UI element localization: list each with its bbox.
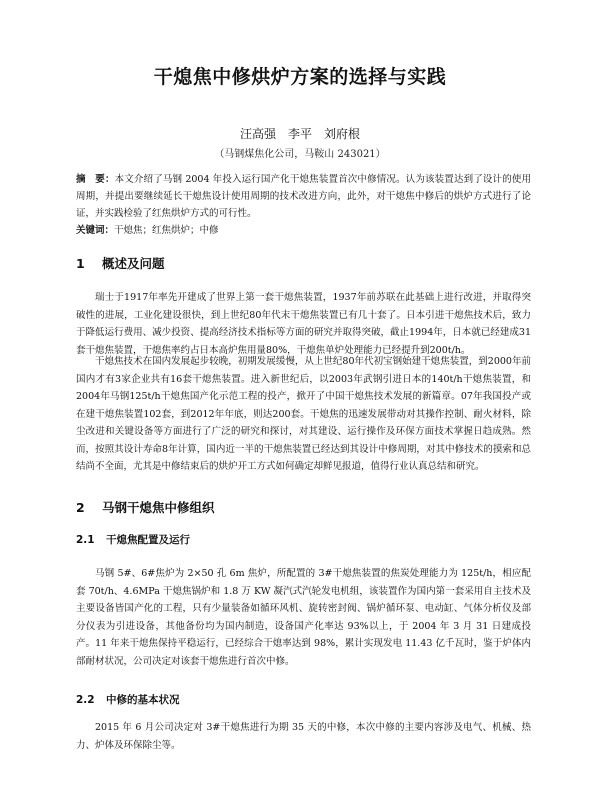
keywords-label: 关键词： — [76, 225, 115, 236]
section-number: 1 — [76, 256, 85, 271]
abstract — [76, 171, 531, 222]
paper-title: 干熄焦中修烘炉方案的选择与实践 — [153, 66, 447, 88]
section-2-1-paragraph: 马钢 5#、6#焦炉为 2×50 孔 6m 焦炉，所配置的 3#干熄焦装置的焦炭处理能力为 125t/h，相应配套 70t/h、4.6MPa 干熄焦锅炉和 1.8 万 KW 凝汽式汽轮发电机组，该装置作为国内第一套采用自主技术及主要设备皆国产化的工程，只有少量装备如循环风机、旋转密封阀、锅炉循环泵、电动缸、气体分析仪及部分仪表为引进设备，其他备份均为国内制造，设备国产化率达 93%以上，于 2004 年 3 月 31 日建成投产。11 年来干熄焦保持平稳运行，已经综合干熄率达到 98%，累计实现发电 11.43 亿千瓦时，鉴于炉体内部耐材状况，公司决定对该套干熄焦进行首次中修。 — [76, 568, 531, 667]
section-1-paragraph-1: 瑞士于1917年率先开建成了世界上第一套干熄焦装置，1937年前苏联在此基础上进行改进，并取得突破性的进展，工业化建设很快，到上世纪80年代末干熄焦装置已有几十套了。日本引进干熄焦技术后，致力于降低运行费用、减少投资、提高经济技术指标等方面的研究并取得突破，截止1994年，日本就已经建成31套干熄焦装置，干熄焦率约占日本高炉焦用量80%，干熄焦单炉处理能力已经提升到200t/h。 — [76, 292, 531, 356]
abstract-text: 本文介绍了马钢 2004 年投入运行国产化干熄焦装置首次中修情况。认为该装置达到了设计的使用周期，并提出要继续延长干熄焦设计使用周期的技术改进方向，此外，对干熄焦中修后的烘炉方式进行了论证，并实践检验了红焦烘炉方式的可行性。 — [76, 174, 531, 219]
abstract-label: 摘 要： — [76, 174, 115, 185]
section-1-paragraph-2: 干熄焦技术在国内发展起步较晚，初期发展缓慢，从上世纪80年代初宝钢始建干熄焦装置，到2000年前国内才有3家企业共有16套干熄焦装置。进入新世纪后，以2003年武钢引进日本的140t/h干熄焦装置，和2004年马钢125t/h干熄焦国产化示范工程的投产，掀开了中国干熄焦技术发展的新篇章。07年我国投产或在建干熄焦装置102套，到2012年年底，则达200套。干熄焦的迅速发展带动对其操作控制、耐火材料，除尘改进和关键设备等方面进行了广泛的研究和探讨，对其建设、运行操作及环保方面技术掌握日趋成熟。然而，按照其设计寿命8年计算，国内近一半的干熄焦装置已经达到其设计中修周期，对其中修技术的摸索和总结尚不全面，尤其是中修结束后的烘炉开工方式如何确定却鲜见报道，值得行业认真总结和研究。 — [76, 356, 531, 472]
author-list: 汪高强 李平 刘府根 — [239, 127, 360, 141]
section-2-heading — [76, 498, 215, 516]
subsection-title: 中修的基本状况 — [106, 694, 180, 706]
subsection-number: 2.1 — [76, 534, 95, 546]
section-2-2-heading — [76, 692, 180, 707]
subsection-number: 2.2 — [76, 694, 95, 706]
section-1-heading — [76, 254, 165, 272]
author-affiliation: （马钢煤焦化公司，马鞍山 243021） — [214, 149, 386, 160]
section-2-2-paragraph: 2015 年 6 月公司决定对 3#干熄焦进行为期 35 天的中修，本次中修的主要内容涉及电气、机械、热力、炉体及环保除尘等。 — [76, 722, 531, 751]
section-number: 2 — [76, 500, 85, 515]
section-2-1-heading — [76, 532, 190, 547]
section-title: 概述及问题 — [102, 256, 165, 271]
section-title: 马钢干熄焦中修组织 — [102, 500, 215, 515]
keywords-text: 干熄焦；红焦烘炉；中修 — [114, 225, 219, 236]
subsection-title: 干熄焦配置及运行 — [106, 534, 190, 546]
keywords — [76, 222, 531, 239]
